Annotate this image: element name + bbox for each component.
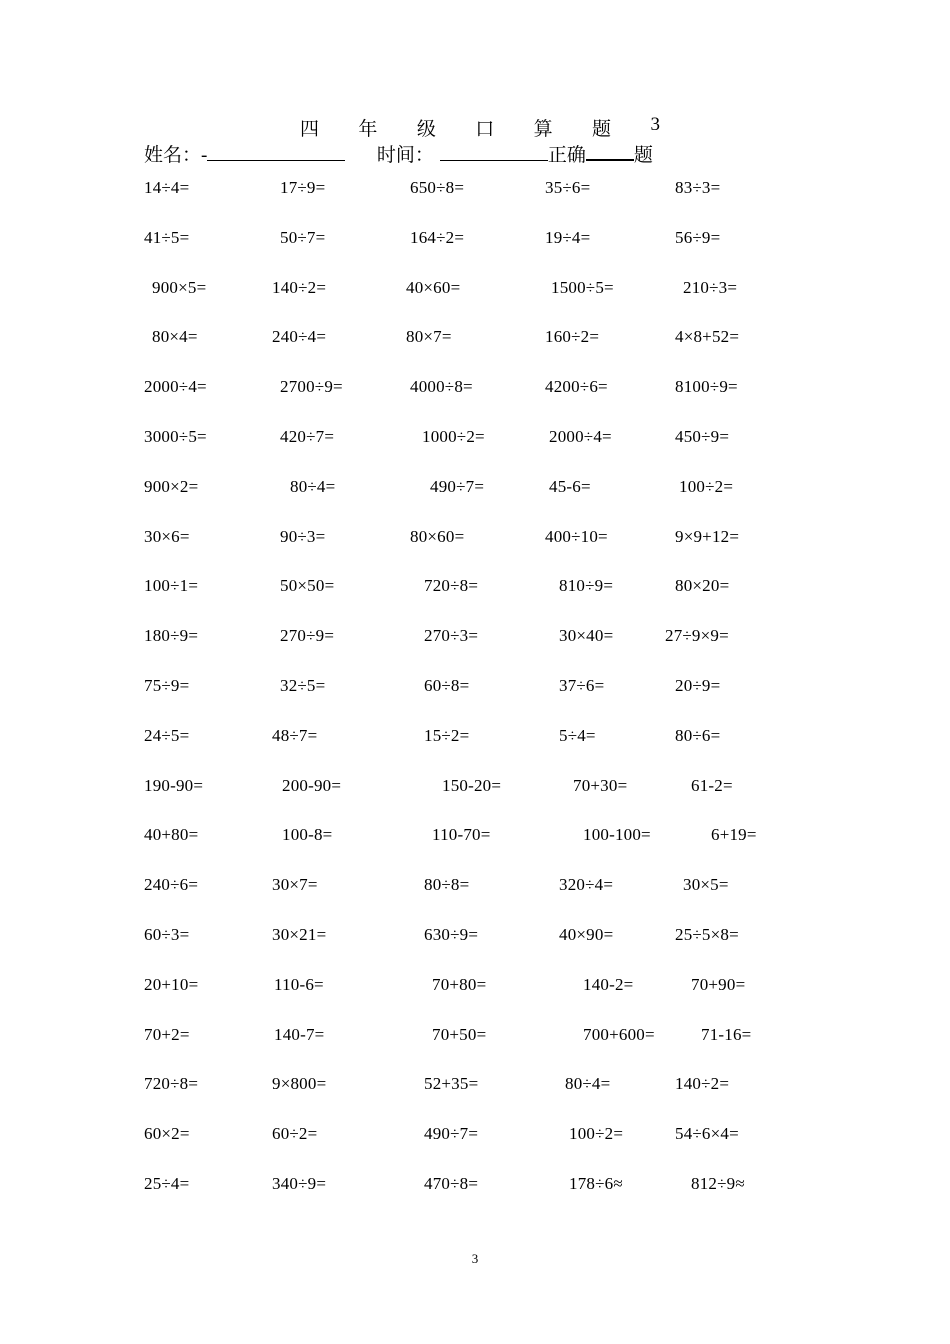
problem-item: 160÷2= (545, 327, 600, 346)
problem-item: 210÷3= (683, 278, 738, 297)
problem-item: 75÷9= (144, 676, 190, 695)
problem-item: 71-16= (701, 1025, 752, 1044)
problem-item: 2700÷9= (280, 377, 343, 396)
problem-item: 40+80= (144, 825, 199, 844)
problem-item: 100÷2= (679, 477, 734, 496)
problem-item: 450÷9= (675, 427, 730, 446)
problem-item: 9×9+12= (675, 527, 740, 546)
questions-label: 题 (633, 145, 653, 166)
problem-item: 80÷4= (290, 477, 336, 496)
problem-item: 720÷8= (144, 1074, 199, 1093)
problem-item: 9×800= (272, 1074, 327, 1093)
title-char: 算 (533, 119, 553, 140)
problem-item: 320÷4= (559, 875, 614, 894)
problem-item: 4000÷8= (410, 377, 473, 396)
problem-item: 60÷8= (424, 676, 470, 695)
problem-item: 60÷2= (272, 1124, 318, 1143)
problem-item: 45-6= (549, 477, 591, 496)
problem-item: 1000÷2= (422, 427, 485, 446)
problem-item: 340÷9= (272, 1174, 327, 1193)
problem-item: 32÷5= (280, 676, 326, 695)
problem-item: 60÷3= (144, 925, 190, 944)
problem-item: 110-6= (274, 975, 324, 994)
problem-item: 80×20= (675, 576, 730, 595)
problem-item: 60×2= (144, 1124, 190, 1143)
problem-item: 15÷2= (424, 726, 470, 745)
problem-item: 20+10= (144, 975, 199, 994)
problem-item: 30×5= (683, 875, 729, 894)
problem-item: 90÷3= (280, 527, 326, 546)
problem-item: 470÷8= (424, 1174, 479, 1193)
problem-item: 100÷2= (569, 1124, 624, 1143)
problem-item: 4200÷6= (545, 377, 608, 396)
problem-item: 25÷4= (144, 1174, 190, 1193)
problem-item: 80÷8= (424, 875, 470, 894)
problem-item: 30×6= (144, 527, 190, 546)
time-label: 时间： (376, 145, 434, 166)
problem-item: 2000÷4= (549, 427, 612, 446)
problem-item: 27÷9×9= (665, 626, 729, 645)
problem-item: 490÷7= (430, 477, 485, 496)
problem-item: 80×7= (406, 327, 452, 346)
problem-item: 83÷3= (675, 178, 721, 197)
name-label: 姓名：- (144, 145, 208, 166)
problem-item: 8100÷9= (675, 377, 738, 396)
problem-item: 270÷3= (424, 626, 479, 645)
problem-item: 40×90= (559, 925, 614, 944)
problem-item: 40×60= (406, 278, 461, 297)
problem-item: 4×8+52= (675, 327, 740, 346)
problem-item: 240÷6= (144, 875, 199, 894)
problem-item: 35÷6= (545, 178, 591, 197)
problem-item: 70+80= (432, 975, 487, 994)
problem-item: 140-2= (583, 975, 634, 994)
problem-item: 30×21= (272, 925, 327, 944)
correct-label: 正确 (547, 145, 586, 166)
problem-item: 24÷5= (144, 726, 190, 745)
title-char: 年 (358, 119, 378, 140)
problem-item: 70+2= (144, 1025, 190, 1044)
problem-item: 164÷2= (410, 228, 465, 247)
problem-item: 140÷2= (675, 1074, 730, 1093)
problem-item: 100-100= (583, 825, 651, 844)
problem-item: 80×60= (410, 527, 465, 546)
problem-item: 400÷10= (545, 527, 608, 546)
problem-item: 200-90= (282, 776, 342, 795)
problem-item: 650÷8= (410, 178, 465, 197)
problem-item: 150-20= (442, 776, 502, 795)
problem-item: 6+19= (711, 825, 757, 844)
problem-item: 630÷9= (424, 925, 479, 944)
problem-item: 80÷6= (675, 726, 721, 745)
problem-item: 25÷5×8= (675, 925, 739, 944)
title-char: 题 (592, 119, 612, 140)
problem-item: 19÷4= (545, 228, 591, 247)
problem-item: 52+35= (424, 1074, 479, 1093)
problem-item: 70+30= (573, 776, 628, 795)
problem-item: 240÷4= (272, 327, 327, 346)
problem-item: 54÷6×4= (675, 1124, 739, 1143)
problem-item: 2000÷4= (144, 377, 207, 396)
problem-item: 50÷7= (280, 228, 326, 247)
problem-item: 14÷4= (144, 178, 190, 197)
problem-item: 420÷7= (280, 427, 335, 446)
title-char: 级 (416, 119, 436, 140)
problem-item: 70+50= (432, 1025, 487, 1044)
problem-item: 5÷4= (559, 726, 596, 745)
problem-item: 70+90= (691, 975, 746, 994)
page-number: 3 (471, 1251, 479, 1266)
problem-item: 56÷9= (675, 228, 721, 247)
problem-item: 80÷4= (565, 1074, 611, 1093)
problem-item: 490÷7= (424, 1124, 479, 1143)
title-char: 口 (475, 119, 495, 140)
problem-item: 178÷6≈ (569, 1174, 623, 1193)
problem-item: 700+600= (583, 1025, 655, 1044)
problem-item: 41÷5= (144, 228, 190, 247)
problem-item: 100-8= (282, 825, 333, 844)
problem-item: 30×40= (559, 626, 614, 645)
problem-item: 900×2= (144, 477, 199, 496)
problem-item: 140÷2= (272, 278, 327, 297)
problem-item: 17÷9= (280, 178, 326, 197)
problem-item: 30×7= (272, 875, 318, 894)
problem-item: 61-2= (691, 776, 733, 795)
problem-item: 110-70= (432, 825, 491, 844)
title-char: 3 (650, 114, 660, 135)
problem-item: 720÷8= (424, 576, 479, 595)
problem-item: 50×50= (280, 576, 335, 595)
problem-item: 1500÷5= (551, 278, 614, 297)
problem-item: 180÷9= (144, 626, 199, 645)
problem-item: 270÷9= (280, 626, 335, 645)
title-char: 四 (300, 119, 320, 140)
problem-item: 810÷9= (559, 576, 614, 595)
problem-item: 190-90= (144, 776, 204, 795)
problem-item: 48÷7= (272, 726, 318, 745)
problem-item: 100÷1= (144, 576, 199, 595)
problem-item: 3000÷5= (144, 427, 207, 446)
problem-item: 140-7= (274, 1025, 325, 1044)
problem-item: 37÷6= (559, 676, 605, 695)
problem-item: 812÷9≈ (691, 1174, 745, 1193)
problem-item: 900×5= (152, 278, 207, 297)
problem-item: 20÷9= (675, 676, 721, 695)
problem-item: 80×4= (152, 327, 198, 346)
